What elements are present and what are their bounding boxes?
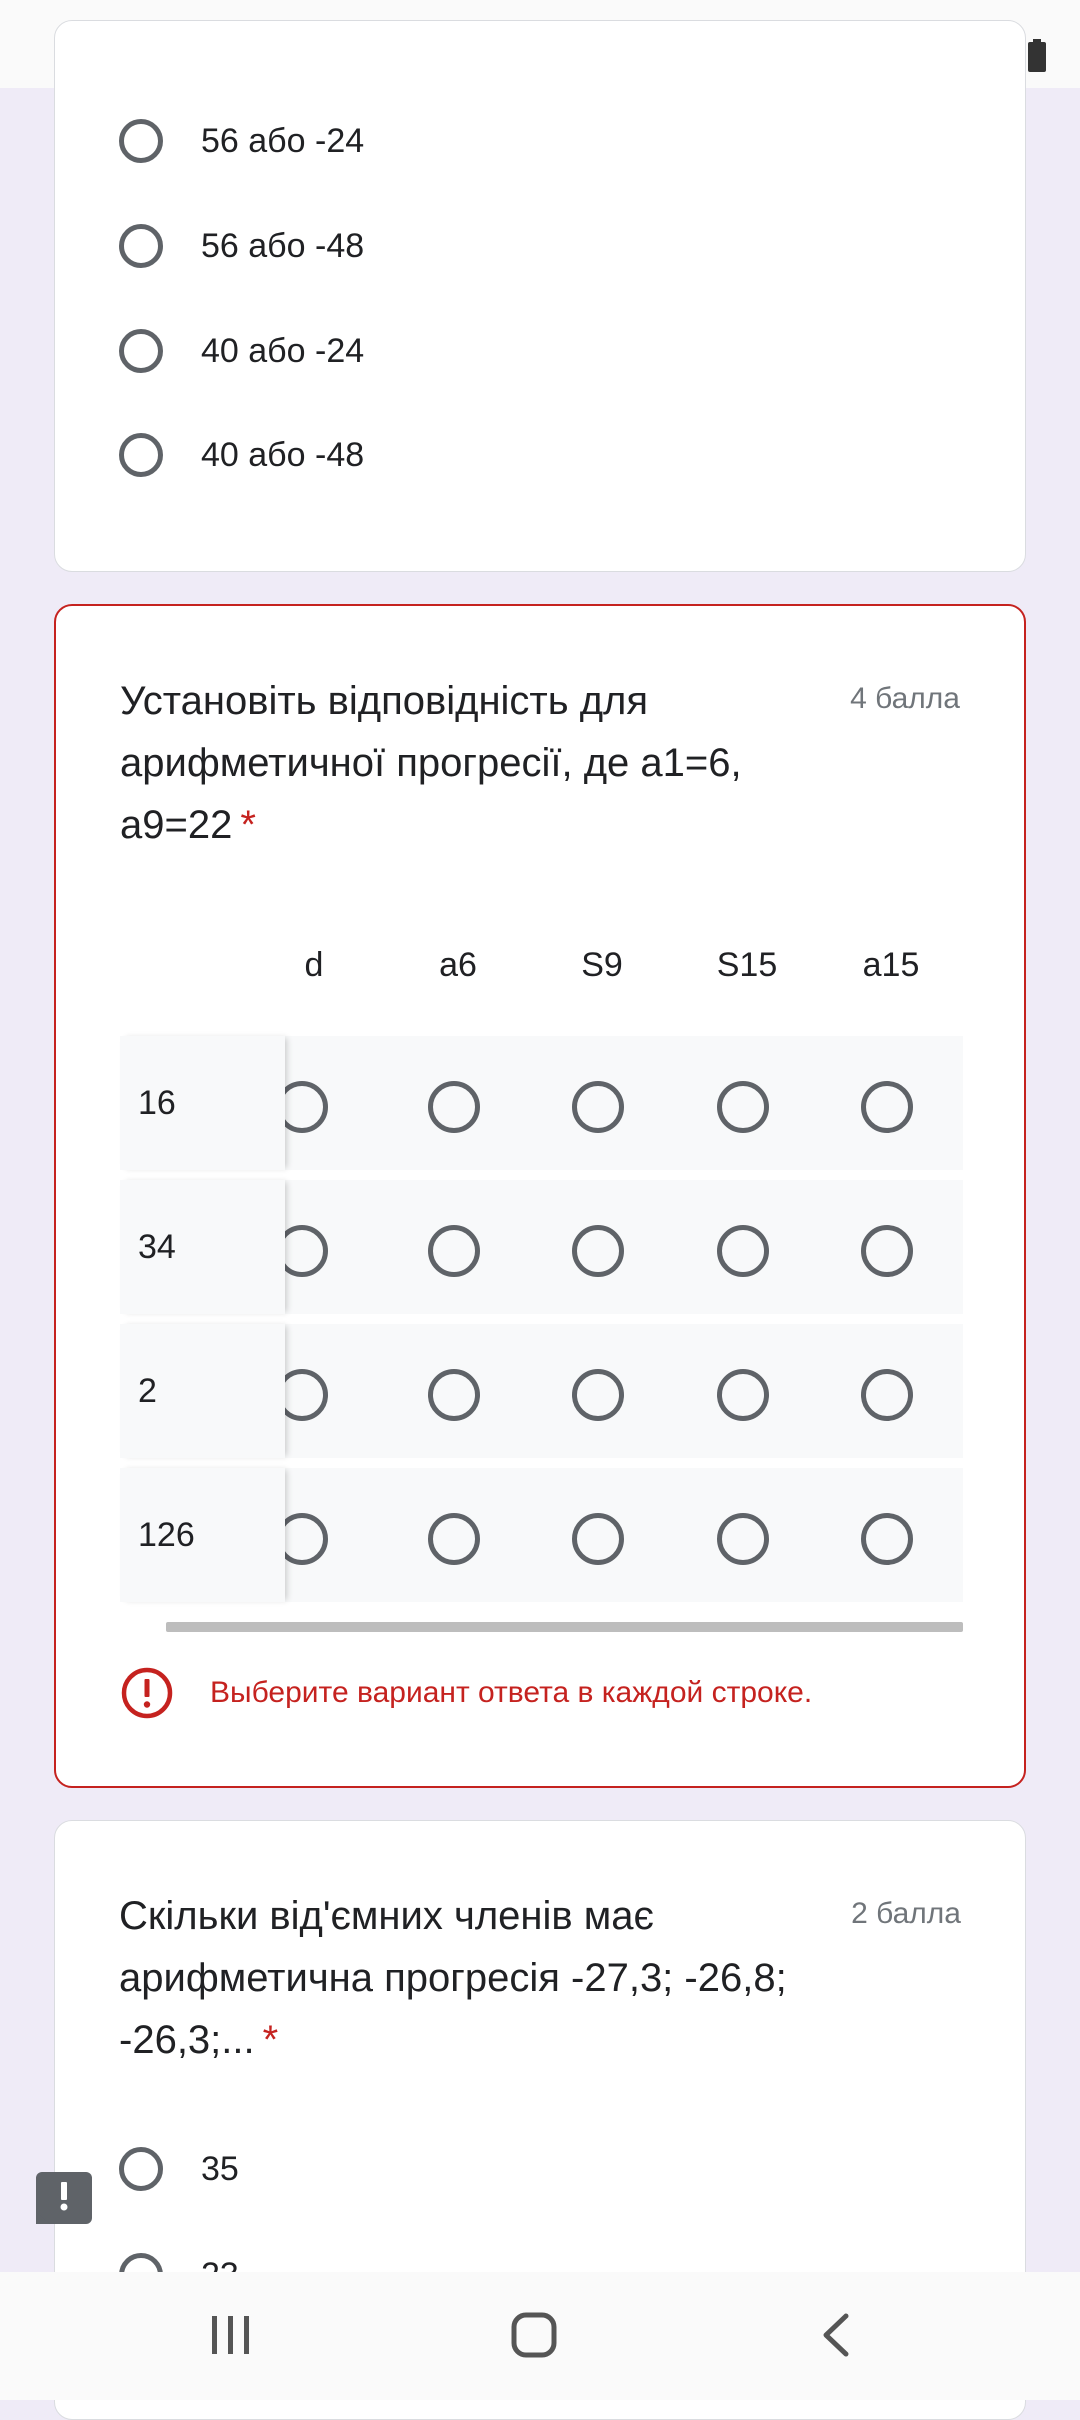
radio-button[interactable]	[119, 119, 163, 163]
recent-apps-icon[interactable]	[206, 2312, 256, 2358]
grid-radio-s15[interactable]	[717, 1513, 769, 1565]
error-icon	[120, 1666, 174, 1720]
option-label: 56 або -48	[201, 226, 365, 265]
grid-radio-s9[interactable]	[572, 1225, 624, 1277]
grid-radio-s9[interactable]	[572, 1513, 624, 1565]
grid-column-header: S15	[716, 946, 778, 984]
question-card-grid	[54, 604, 1026, 1788]
grid-row	[120, 1036, 963, 1170]
grid-horizontal-scrollbar[interactable]	[166, 1622, 963, 1632]
battery-icon	[1026, 38, 1048, 74]
question-points: 4 балла	[850, 682, 960, 715]
option-row[interactable]	[119, 111, 364, 171]
required-mark: *	[240, 803, 256, 847]
feedback-button[interactable]	[36, 2172, 92, 2224]
option-row[interactable]	[119, 2139, 239, 2199]
question-title	[120, 670, 780, 856]
grid-radio-a15[interactable]	[861, 1369, 913, 1421]
back-icon[interactable]	[818, 2312, 854, 2358]
grid-row-label-cell	[120, 1324, 285, 1458]
grid-row-label: 2	[138, 1372, 157, 1410]
grid-radio-a15[interactable]	[861, 1225, 913, 1277]
question-points: 2 балла	[851, 1897, 961, 1930]
grid-column-header: S9	[581, 946, 623, 984]
grid-column-header: a6	[439, 946, 477, 984]
radio-button[interactable]	[119, 433, 163, 477]
grid-row-label: 34	[138, 1228, 176, 1266]
option-label: 35	[201, 2149, 239, 2188]
grid-column-header: a15	[862, 946, 920, 984]
grid-radio-a15[interactable]	[861, 1081, 913, 1133]
grid-radio-a6[interactable]	[428, 1369, 480, 1421]
grid-row	[120, 1468, 963, 1602]
home-icon[interactable]	[510, 2312, 558, 2358]
grid-row	[120, 1180, 963, 1314]
error-message: Выберите вариант ответа в каждой строке.	[210, 1676, 813, 1709]
option-row[interactable]	[119, 321, 364, 381]
option-label: 40 або -24	[201, 331, 365, 370]
grid-radio-a6[interactable]	[428, 1225, 480, 1277]
grid-row-label: 126	[138, 1516, 195, 1554]
option-row[interactable]	[119, 216, 364, 276]
grid-row-label: 16	[138, 1084, 176, 1122]
feedback-icon	[36, 2172, 92, 2224]
grid-radio-a15[interactable]	[861, 1513, 913, 1565]
grid-radio-s9[interactable]	[572, 1081, 624, 1133]
question-title-text: Установіть відповідність для арифметичної прогресії, де a1=6, a9=22	[120, 679, 742, 847]
system-nav-bar	[0, 2272, 1080, 2400]
option-row[interactable]	[119, 425, 364, 485]
radio-button[interactable]	[119, 329, 163, 373]
grid-column-header: d	[304, 946, 324, 984]
grid-row-label-cell	[120, 1036, 285, 1170]
grid-row	[120, 1324, 963, 1458]
question-title	[119, 1885, 839, 2071]
grid-radio-s15[interactable]	[717, 1225, 769, 1277]
question-card-prev	[54, 20, 1026, 572]
grid-radio-a6[interactable]	[428, 1081, 480, 1133]
grid-row-label-cell	[120, 1180, 285, 1314]
question-title-text: Скільки від'ємних членів має арифметична прогресія -27,3; -26,8; -26,3;...	[119, 1894, 787, 2062]
grid-radio-s9[interactable]	[572, 1369, 624, 1421]
grid-row-label-cell	[120, 1468, 285, 1602]
option-label: 40 або -48	[201, 435, 365, 474]
validation-error	[120, 1666, 812, 1720]
radio-button[interactable]	[119, 2147, 163, 2191]
option-label: 56 або -24	[201, 121, 365, 160]
radio-button[interactable]	[119, 224, 163, 268]
grid-radio-s15[interactable]	[717, 1081, 769, 1133]
grid-radio-a6[interactable]	[428, 1513, 480, 1565]
grid-radio-s15[interactable]	[717, 1369, 769, 1421]
required-mark: *	[262, 2018, 279, 2062]
